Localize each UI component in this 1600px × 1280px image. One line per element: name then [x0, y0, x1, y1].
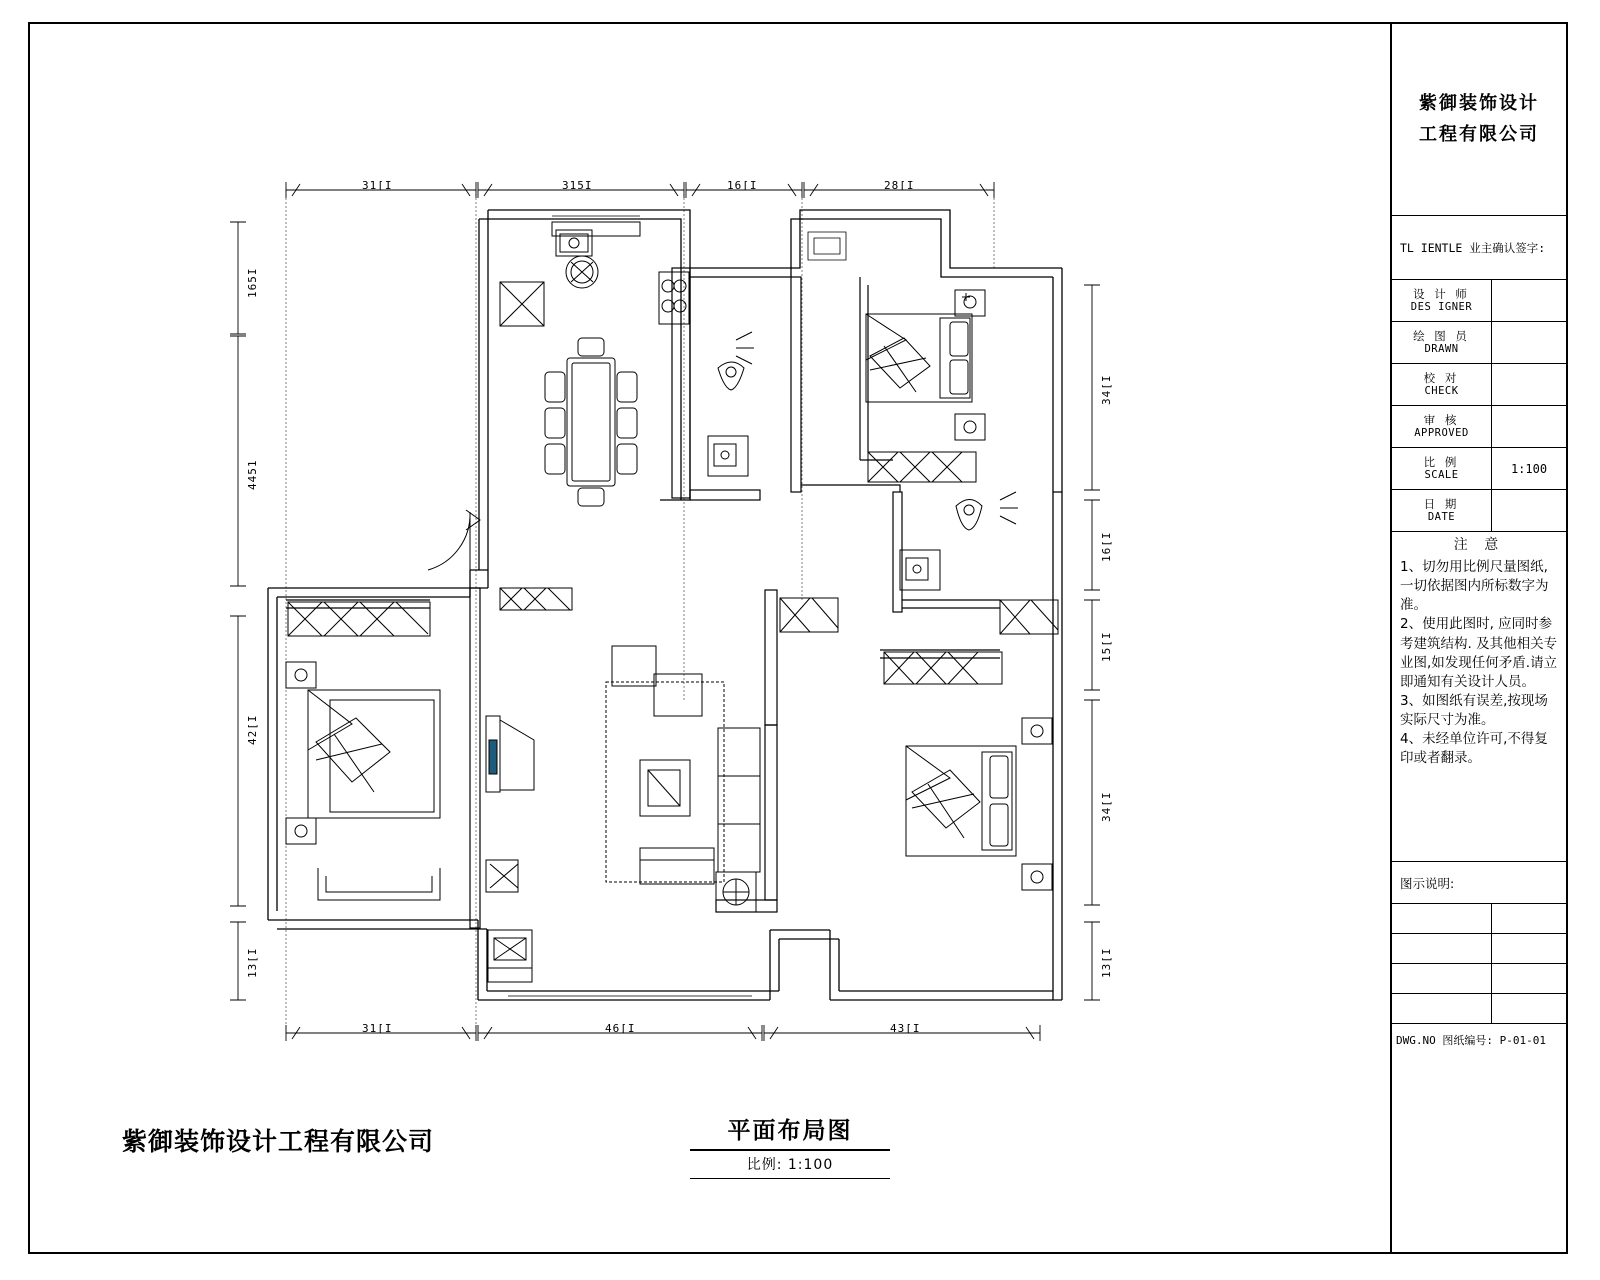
designer-label — [1392, 280, 1492, 321]
dim-top-3: 16[I — [727, 179, 758, 192]
approved-label — [1392, 406, 1492, 447]
legend-row-4-key — [1392, 994, 1492, 1023]
scale-label — [1392, 448, 1492, 489]
designer-value[interactable] — [1492, 280, 1566, 321]
plan-scale-rule — [690, 1178, 890, 1179]
drawn-label-cn: 绘 图 员 — [1413, 328, 1470, 343]
check-label-en: CHECK — [1424, 385, 1459, 398]
dim-right-4: 34[I — [1100, 791, 1113, 822]
dim-left-3: 42[I — [246, 714, 259, 745]
scale-row — [1392, 448, 1566, 490]
legend-label-row — [1392, 862, 1566, 904]
title-block — [1390, 24, 1566, 1252]
drawn-label-en: DRAWN — [1424, 343, 1459, 356]
scale-value: 1:100 — [1510, 461, 1548, 476]
approved-label-cn: 审 核 — [1423, 412, 1460, 427]
dim-bottom-1: 31[I — [362, 1022, 393, 1035]
check-row — [1392, 364, 1566, 406]
check-label — [1392, 364, 1492, 405]
drawn-label — [1392, 322, 1492, 363]
note-item-4: 4、未经单位许可,不得复印或者翻录。 — [1400, 731, 1548, 767]
notes-box — [1392, 532, 1566, 862]
dim-right-1: 34[I — [1100, 374, 1113, 405]
dim-right-5: 13[I — [1100, 947, 1113, 978]
drawn-value[interactable] — [1492, 322, 1566, 363]
legend-row-4 — [1392, 994, 1566, 1024]
date-label-en: DATE — [1427, 511, 1456, 524]
company-line-1: 紫御装饰设计 — [1419, 92, 1539, 114]
dim-left-1: 165I — [246, 267, 259, 298]
plan-caption — [690, 1112, 890, 1179]
legend-row-3-key — [1392, 964, 1492, 993]
plan-title-rule — [690, 1149, 890, 1151]
dim-left-4: 13[I — [246, 947, 259, 978]
approved-label-en: APPROVED — [1414, 427, 1469, 440]
dim-top-4: 28[I — [884, 179, 915, 192]
designer-label-cn: 设 计 师 — [1413, 286, 1470, 301]
legend-row-1 — [1392, 904, 1566, 934]
company-line-2: 工程有限公司 — [1419, 123, 1539, 145]
legend-row-2-key — [1392, 934, 1492, 963]
plan-scale: 比例: 1:100 — [746, 1157, 834, 1173]
dim-bottom-2: 46[I — [605, 1022, 636, 1035]
note-item-2: 2、使用此图时, 应同时参考建筑结构. 及其他相关专业图,如发现任何矛盾.请立即通知有关设计人员。 — [1400, 616, 1558, 690]
dim-right-3: 15[I — [1100, 631, 1113, 662]
designer-row — [1392, 280, 1566, 322]
approved-row — [1392, 406, 1566, 448]
dim-left-2: 4451 — [246, 459, 259, 490]
legend-row-1-value — [1492, 904, 1566, 933]
dim-bottom-3: 43[I — [890, 1022, 921, 1035]
date-value[interactable] — [1492, 490, 1566, 531]
legend-row-2-value — [1492, 934, 1566, 963]
note-item-1: 1、切勿用比例尺量图纸,一切依据图内所标数字为准。 — [1400, 558, 1549, 614]
dim-right-2: 16[I — [1100, 531, 1113, 562]
dim-top-1: 31[I — [362, 179, 393, 192]
legend-row-1-key — [1392, 904, 1492, 933]
dim-top-2: 315I — [562, 179, 593, 192]
legend-row-2 — [1392, 934, 1566, 964]
footer-company-name: 紫御装饰设计工程有限公司 — [122, 1127, 435, 1156]
owner-signature-row[interactable] — [1392, 216, 1566, 280]
plan-title: 平面布局图 — [727, 1118, 853, 1144]
drawing-number-row — [1392, 1024, 1566, 1056]
scale-label-cn: 比 例 — [1423, 454, 1460, 469]
owner-signature-label: TL IENTLE 业主确认签字: — [1400, 240, 1546, 255]
date-label-cn: 日 期 — [1423, 496, 1460, 511]
legend-row-3-value — [1492, 964, 1566, 993]
note-item-3: 3、如图纸有误差,按现场实际尺寸为准。 — [1400, 692, 1548, 729]
designer-label-en: DES IGNER — [1410, 301, 1473, 314]
date-label — [1392, 490, 1492, 531]
check-value[interactable] — [1492, 364, 1566, 405]
company-name-box — [1392, 24, 1566, 216]
scale-label-en: SCALE — [1424, 469, 1459, 482]
check-label-cn: 校 对 — [1423, 370, 1460, 385]
approved-value[interactable] — [1492, 406, 1566, 447]
date-row — [1392, 490, 1566, 532]
legend-label: 图示说明: — [1400, 875, 1455, 891]
legend-row-3 — [1392, 964, 1566, 994]
drawn-row — [1392, 322, 1566, 364]
notes-title: 注 意 — [1453, 537, 1505, 553]
drawing-number: DWG.NO 图纸编号: P-01-01 — [1396, 1034, 1546, 1047]
legend-row-4-value — [1492, 994, 1566, 1023]
